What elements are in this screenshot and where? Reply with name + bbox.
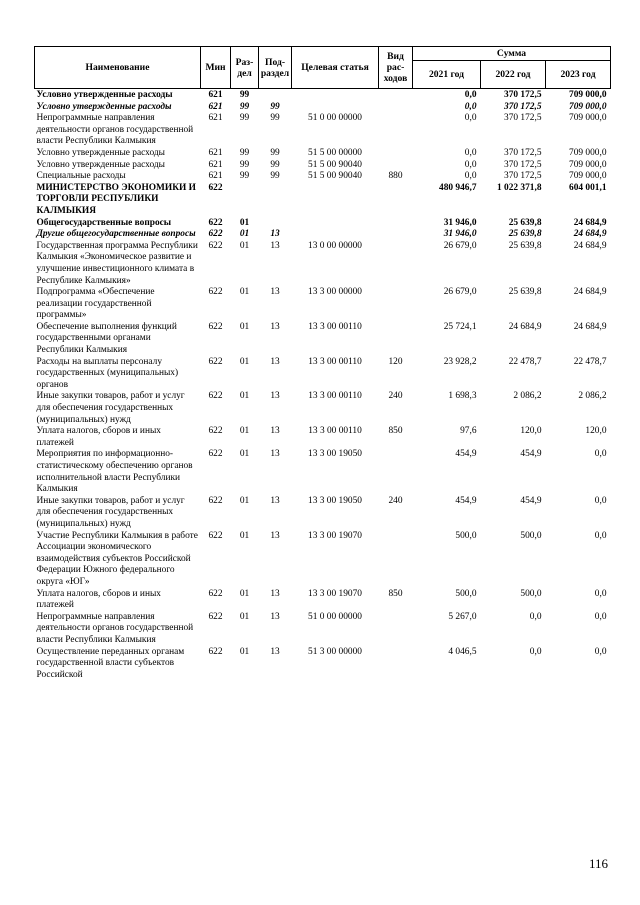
row-sum-2022: 25 639,8	[508, 287, 542, 298]
row-expense-type: 240	[388, 495, 403, 506]
row-sum-2021: 0,0	[464, 171, 477, 182]
row-min: 622	[208, 426, 223, 437]
row-sum-2022: 370 172,5	[504, 113, 542, 124]
table-row	[35, 612, 611, 647]
row-min: 622	[208, 240, 223, 251]
row-podrazdel: 13	[270, 588, 280, 599]
row-sum-2022: 454,9	[520, 449, 542, 460]
row-razdel: 01	[239, 217, 250, 228]
row-min: 622	[208, 449, 223, 460]
row-sum-2021: 500,0	[455, 588, 477, 599]
row-min: 621	[208, 171, 223, 182]
row-target-article: 13 3 00 00110	[308, 426, 362, 437]
row-name: Участие Республики Калмыкия в работе Ассоциации экономического взаимодействия субъектов Российской Федерации Южного федерального округа «ЮГ»	[36, 530, 198, 587]
row-expense-type	[379, 113, 413, 148]
header-sum: Сумма	[413, 47, 611, 61]
row-sum-2023: 24 684,9	[573, 321, 607, 332]
row-expense-type: 880	[388, 171, 403, 182]
row-sum-2021: 454,9	[455, 449, 477, 460]
row-name: Расходы на выплаты персоналу государственных (муниципальных) органов	[36, 356, 179, 390]
row-razdel: 99	[239, 101, 250, 112]
row-min: 622	[208, 287, 223, 298]
row-min: 622	[208, 391, 223, 402]
row-razdel: 01	[239, 287, 250, 298]
row-sum-2021: 0,0	[464, 113, 477, 124]
row-min: 621	[208, 159, 223, 170]
row-razdel: 99	[239, 147, 250, 158]
row-sum-2023: 0,0	[594, 588, 607, 599]
table-row	[35, 531, 611, 589]
row-expense-type	[379, 148, 413, 160]
row-target-article: 51 0 00 00000	[308, 113, 362, 124]
row-sum-2022: 0,0	[529, 611, 542, 622]
header-name: Наименование	[35, 47, 201, 89]
row-sum-2021: 23 928,2	[443, 356, 477, 367]
row-razdel: 99	[239, 90, 250, 100]
row-podrazdel	[259, 89, 292, 102]
row-expense-type	[379, 229, 413, 241]
row-sum-2023: 709 000,0	[569, 171, 607, 182]
row-expense-type: 120	[388, 356, 403, 367]
row-sum-2022: 370 172,5	[504, 171, 542, 182]
row-target-article: 51 3 00 00000	[308, 646, 362, 657]
row-name: Осуществление переданных органам государственной власти субъектов Российской	[36, 646, 185, 680]
table-row	[35, 426, 611, 449]
row-target-article	[292, 102, 379, 114]
row-sum-2022: 25 639,8	[508, 217, 542, 228]
row-sum-2023: 2 086,2	[578, 391, 607, 402]
row-min: 621	[208, 113, 223, 124]
row-target-article: 13 3 00 00110	[308, 391, 362, 402]
row-sum-2023: 0,0	[594, 646, 607, 657]
header-expense-type: Вид рас-ходов	[379, 47, 413, 89]
table-row	[35, 391, 611, 426]
row-target-article: 13 3 00 19050	[308, 495, 362, 506]
row-podrazdel: 99	[270, 171, 280, 182]
table-row	[35, 183, 611, 218]
row-sum-2021: 4 046,5	[448, 646, 477, 657]
row-razdel: 01	[239, 588, 250, 599]
row-sum-2023: 24 684,9	[573, 240, 607, 251]
row-expense-type	[379, 183, 413, 218]
row-sum-2021: 31 946,0	[443, 229, 477, 240]
row-target-article: 13 3 00 19050	[308, 449, 362, 460]
row-name: Непрограммные направления деятельности органов государственной власти Республики Калмыкия	[36, 113, 194, 147]
row-podrazdel: 99	[270, 101, 280, 112]
row-sum-2022: 22 478,7	[508, 356, 542, 367]
table-header	[35, 47, 611, 89]
row-name: Подпрограмма «Обеспечение реализации государственной программы»	[36, 287, 155, 321]
row-name: Иные закупки товаров, работ и услуг для обеспечения государственных (муниципальных) нужд	[36, 391, 185, 425]
row-sum-2022: 370 172,5	[504, 101, 542, 112]
row-podrazdel: 13	[270, 287, 280, 298]
row-min: 622	[208, 588, 223, 599]
row-podrazdel: 99	[270, 113, 280, 124]
row-sum-2022: 2 086,2	[513, 391, 542, 402]
row-sum-2023: 604 001,1	[569, 182, 607, 193]
row-sum-2021: 1 698,3	[448, 391, 477, 402]
row-sum-2023: 24 684,9	[573, 287, 607, 298]
table-row	[35, 89, 611, 102]
row-sum-2021: 0,0	[464, 90, 477, 100]
row-sum-2023: 0,0	[594, 495, 607, 506]
row-podrazdel: 13	[270, 646, 280, 657]
row-razdel: 99	[239, 171, 250, 182]
row-target-article	[292, 218, 379, 230]
header-podrazdel: Под-раздел	[259, 47, 292, 89]
row-sum-2023: 0,0	[594, 530, 607, 541]
row-target-article: 13 3 00 00000	[308, 287, 362, 298]
row-name: Другие общегосударственные вопросы	[36, 229, 196, 240]
row-sum-2022: 120,0	[520, 426, 542, 437]
row-target-article: 13 3 00 00110	[308, 356, 362, 367]
row-sum-2021: 0,0	[464, 147, 477, 158]
row-podrazdel: 13	[270, 611, 280, 622]
row-sum-2021: 25 724,1	[443, 321, 477, 332]
row-sum-2021: 480 946,7	[439, 182, 477, 193]
budget-table-page	[34, 46, 610, 681]
row-podrazdel: 13	[270, 495, 280, 506]
row-podrazdel	[259, 218, 292, 230]
row-sum-2022: 500,0	[520, 588, 542, 599]
row-razdel: 01	[239, 646, 250, 657]
table-row	[35, 589, 611, 612]
row-target-article: 13 0 00 00000	[308, 240, 362, 251]
row-name: Условно утвержденные расходы	[36, 159, 165, 170]
row-name: МИНИСТЕРСТВО ЭКОНОМИКИ И ТОРГОВЛИ РЕСПУБЛИКИ КАЛМЫКИЯ	[36, 182, 196, 216]
table-row	[35, 160, 611, 172]
row-sum-2021: 97,6	[460, 426, 477, 437]
row-sum-2022: 370 172,5	[504, 147, 542, 158]
row-sum-2023: 709 000,0	[569, 101, 607, 112]
row-razdel: 99	[239, 113, 250, 124]
table-row	[35, 241, 611, 287]
row-target-article: 13 3 00 00110	[308, 321, 362, 332]
row-podrazdel: 13	[270, 449, 280, 460]
row-name: Общегосударственные вопросы	[36, 217, 172, 228]
row-sum-2021: 5 267,0	[448, 611, 477, 622]
row-podrazdel: 13	[270, 530, 280, 541]
row-min: 622	[208, 530, 223, 541]
row-razdel: 01	[239, 356, 250, 367]
header-year-2021: 2021 год	[413, 61, 481, 89]
row-min: 622	[208, 646, 223, 657]
row-sum-2023: 22 478,7	[573, 356, 607, 367]
row-expense-type	[379, 160, 413, 172]
row-min: 622	[208, 356, 223, 367]
row-min: 621	[208, 101, 223, 112]
row-sum-2021: 454,9	[455, 495, 477, 506]
row-sum-2023: 0,0	[594, 449, 607, 460]
row-target-article	[292, 89, 379, 102]
row-podrazdel: 13	[270, 321, 280, 332]
row-podrazdel: 13	[270, 391, 280, 402]
row-razdel: 01	[239, 229, 250, 240]
row-sum-2021: 0,0	[464, 101, 477, 112]
row-expense-type: 240	[388, 391, 403, 402]
row-sum-2023: 709 000,0	[569, 159, 607, 170]
row-target-article: 51 5 00 90040	[308, 159, 362, 170]
header-razdel: Раз-дел	[231, 47, 259, 89]
row-expense-type	[379, 612, 413, 647]
row-podrazdel	[259, 183, 292, 218]
row-podrazdel: 13	[270, 426, 280, 437]
row-sum-2021: 0,0	[464, 159, 477, 170]
row-sum-2021: 26 679,0	[443, 240, 477, 251]
row-expense-type	[379, 647, 413, 682]
row-name: Иные закупки товаров, работ и услуг для обеспечения государственных (муниципальных) нужд	[36, 495, 185, 529]
row-razdel: 01	[239, 495, 250, 506]
table-row	[35, 496, 611, 531]
row-sum-2022: 370 172,5	[504, 159, 542, 170]
row-razdel: 01	[239, 611, 250, 622]
row-expense-type	[379, 241, 413, 287]
table-body	[35, 89, 611, 682]
table-row	[35, 113, 611, 148]
row-expense-type	[379, 102, 413, 114]
row-sum-2022: 25 639,8	[508, 229, 542, 240]
row-sum-2023: 24 684,9	[573, 229, 607, 240]
row-podrazdel: 99	[270, 147, 280, 158]
table-row	[35, 322, 611, 357]
row-min: 621	[208, 90, 223, 100]
row-podrazdel: 13	[270, 240, 280, 251]
row-min: 621	[208, 147, 223, 158]
row-razdel: 01	[239, 426, 250, 437]
row-razdel: 01	[239, 391, 250, 402]
row-min: 622	[208, 217, 223, 228]
row-razdel: 01	[239, 240, 250, 251]
row-podrazdel: 13	[270, 229, 280, 240]
row-sum-2022: 25 639,8	[508, 240, 542, 251]
header-year-2023: 2023 год	[546, 61, 611, 89]
header-target-article: Целевая статья	[292, 47, 379, 89]
table-row	[35, 218, 611, 230]
table-row	[35, 357, 611, 392]
row-name: Уплата налогов, сборов и иных платежей	[36, 426, 161, 448]
row-sum-2022: 454,9	[520, 495, 542, 506]
row-sum-2021: 500,0	[455, 530, 477, 541]
row-sum-2023: 24 684,9	[573, 217, 607, 228]
row-razdel: 01	[239, 449, 250, 460]
row-expense-type	[379, 287, 413, 322]
row-min: 622	[208, 182, 223, 193]
table-row	[35, 449, 611, 495]
row-sum-2022: 500,0	[520, 530, 542, 541]
row-sum-2022: 370 172,5	[504, 90, 542, 100]
table-row	[35, 102, 611, 114]
row-razdel: 99	[239, 159, 250, 170]
row-target-article	[292, 229, 379, 241]
row-name: Государственная программа Республики Калмыкия «Экономическое развитие и улучшение инвестиционного климата в Республике Калмыкия»	[36, 240, 198, 286]
row-expense-type: 850	[388, 426, 403, 437]
row-name: Условно утвержденные расходы	[36, 147, 165, 158]
row-min: 622	[208, 321, 223, 332]
page-number: 116	[588, 856, 608, 871]
row-sum-2023: 709 000,0	[569, 113, 607, 124]
row-sum-2023: 120,0	[585, 426, 607, 437]
row-sum-2021: 31 946,0	[443, 217, 477, 228]
row-razdel: 01	[239, 530, 250, 541]
row-min: 622	[208, 611, 223, 622]
row-sum-2023: 709 000,0	[569, 147, 607, 158]
table-row	[35, 647, 611, 682]
table-row	[35, 148, 611, 160]
row-expense-type	[379, 218, 413, 230]
row-sum-2022: 0,0	[529, 646, 542, 657]
row-name: Мероприятия по информационно-статистическому обеспечению органов исполнительной власти Республики Калмыкия	[36, 449, 193, 495]
row-target-article: 51 5 00 00000	[308, 147, 362, 158]
row-name: Условно утвержденные расходы	[36, 101, 172, 112]
row-podrazdel: 13	[270, 356, 280, 367]
row-target-article	[292, 183, 379, 218]
row-podrazdel: 99	[270, 159, 280, 170]
row-target-article: 51 5 00 90040	[308, 171, 362, 182]
row-target-article: 13 3 00 19070	[308, 588, 362, 599]
row-name: Обеспечение выполнения функций государственными органами Республики Калмыкия	[36, 321, 177, 356]
row-razdel: 01	[239, 321, 250, 332]
row-expense-type	[379, 449, 413, 495]
row-min: 622	[208, 495, 223, 506]
row-target-article: 13 3 00 19070	[308, 530, 362, 541]
row-sum-2023: 709 000,0	[569, 90, 607, 100]
row-expense-type	[379, 322, 413, 357]
row-name: Специальные расходы	[36, 171, 126, 182]
row-name: Уплата налогов, сборов и иных платежей	[36, 588, 161, 611]
table-row	[35, 287, 611, 322]
row-min: 622	[208, 229, 223, 240]
row-sum-2022: 1 022 371,8	[496, 182, 542, 193]
row-sum-2022: 24 684,9	[508, 321, 542, 332]
row-expense-type	[379, 531, 413, 589]
row-sum-2021: 26 679,0	[443, 287, 477, 298]
row-name: Условно утвержденные расходы	[36, 90, 173, 100]
row-sum-2023: 0,0	[594, 611, 607, 622]
row-target-article: 51 0 00 00000	[308, 611, 362, 622]
header-year-2022: 2022 год	[481, 61, 546, 89]
row-name: Непрограммные направления деятельности органов государственной власти Республики Калмыкия	[36, 611, 194, 645]
table-row	[35, 171, 611, 183]
header-min: Мин	[201, 47, 231, 89]
table-row	[35, 229, 611, 241]
row-expense-type	[379, 89, 413, 102]
row-expense-type: 850	[388, 588, 403, 599]
budget-table	[34, 46, 611, 681]
row-razdel	[231, 183, 259, 218]
